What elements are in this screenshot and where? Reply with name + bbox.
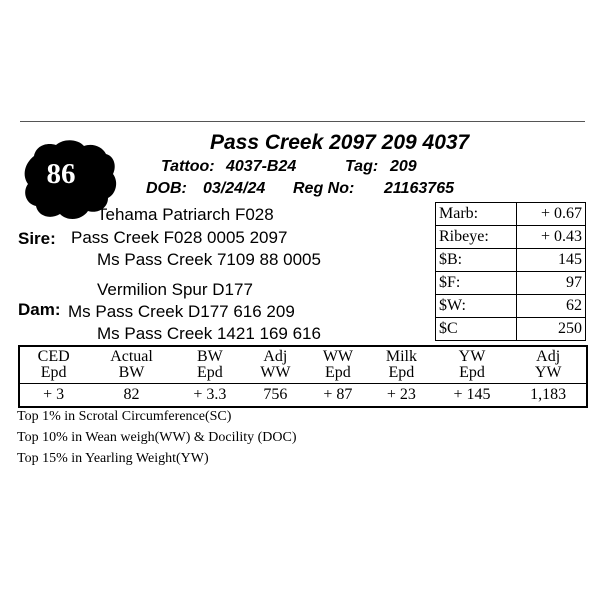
dam-name: Ms Pass Creek D177 616 209: [68, 302, 295, 321]
epd-value-ww-epd: + 87: [307, 384, 370, 408]
stat-label: $C: [436, 318, 517, 341]
epd-value-row: [19, 384, 587, 408]
epd-value-bw-epd: + 3.3: [176, 384, 244, 408]
stat-value: 250: [517, 318, 586, 341]
epd-header-ww-epd: WW Epd: [322, 348, 354, 381]
stat-row-ribeye: [436, 226, 586, 249]
epd-header-milk-epd: Milk Epd: [385, 348, 417, 381]
note-yearling: Top 15% in Yearling Weight(YW): [17, 451, 209, 466]
stat-label: $F:: [436, 272, 517, 295]
note-scrotal: Top 1% in Scrotal Circumference(SC): [17, 409, 232, 424]
top-divider: [20, 121, 585, 122]
sire-label: Sire:: [18, 229, 56, 248]
epd-value-adj-yw: 1,183: [510, 384, 587, 408]
stat-row-w: [436, 295, 586, 318]
dam-sire: Vermilion Spur D177: [97, 280, 253, 299]
epd-value-actual-bw: 82: [87, 384, 175, 408]
epd-header-adj-yw: Adj YW: [534, 348, 562, 381]
tag-label: Tag:: [345, 158, 379, 175]
tattoo-value: 4037-B24: [226, 158, 297, 175]
epd-header-actual-bw: Actual BW: [110, 348, 153, 381]
stat-value: 62: [517, 295, 586, 318]
epd-table: [18, 345, 588, 408]
dob-label: DOB:: [146, 180, 187, 197]
stat-row-b: [436, 249, 586, 272]
stat-value: + 0.43: [517, 226, 586, 249]
epd-header-yw-epd: YW Epd: [458, 348, 486, 381]
epd-header-bw-epd: BW Epd: [197, 348, 223, 381]
dob-value: 03/24/24: [203, 180, 266, 197]
stat-label: Marb:: [436, 203, 517, 226]
tattoo-label: Tattoo:: [161, 158, 215, 175]
stat-row-f: [436, 272, 586, 295]
stat-row-marb: [436, 203, 586, 226]
sire-name: Pass Creek F028 0005 2097: [71, 228, 288, 247]
animal-name: Pass Creek 2097 209 4037: [210, 131, 470, 154]
stat-row-c: [436, 318, 586, 341]
stat-label: $B:: [436, 249, 517, 272]
stat-label: Ribeye:: [436, 226, 517, 249]
lot-number: 86: [46, 158, 76, 190]
epd-header-row: [19, 346, 587, 384]
carcass-stats-table: [435, 202, 586, 341]
dam-dam: Ms Pass Creek 1421 169 616: [97, 324, 321, 343]
epd-value-adj-ww: 756: [244, 384, 307, 408]
stat-label: $W:: [436, 295, 517, 318]
epd-value-milk-epd: + 23: [369, 384, 433, 408]
sire-dam: Ms Pass Creek 7109 88 0005: [97, 250, 321, 269]
stat-value: + 0.67: [517, 203, 586, 226]
stat-value: 97: [517, 272, 586, 295]
note-wean-docility: Top 10% in Wean weigh(WW) & Docility (DOC): [17, 430, 297, 445]
epd-value-ced: + 3: [19, 384, 87, 408]
reg-value: 21163765: [384, 180, 454, 197]
epd-header-adj-ww: Adj WW: [260, 348, 291, 381]
dam-label: Dam:: [18, 300, 61, 319]
stat-value: 145: [517, 249, 586, 272]
epd-header-ced: CED Epd: [37, 348, 70, 381]
reg-label: Reg No:: [293, 180, 355, 197]
tag-value: 209: [390, 158, 417, 175]
epd-value-yw-epd: + 145: [434, 384, 511, 408]
sire-sire: Tehama Patriarch F028: [97, 205, 274, 224]
